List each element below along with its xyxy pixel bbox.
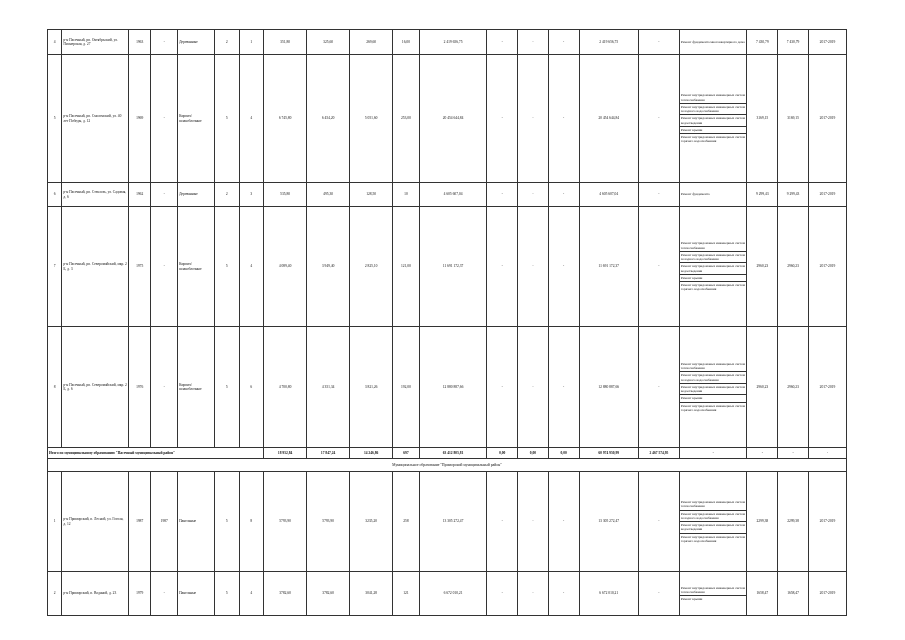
total-area-a: 17 847,24 <box>307 448 350 459</box>
row-area-premises: 3782,60 <box>307 572 350 616</box>
row-year-built: 1975 <box>128 207 151 327</box>
row-fund-1: - <box>487 55 518 183</box>
row-year-reconstruction: - <box>151 183 178 207</box>
row-area-premises: 495,30 <box>307 183 350 207</box>
row-address: р-н Пасечный, рп. Северомайский, мкр. 2 Б, д. 6 <box>62 327 129 448</box>
row-fund-5: - <box>638 30 679 55</box>
work-item: Ремонт внутридомовых инженерных систем горячего водоснабжения <box>680 135 746 144</box>
row-entrances: 8 <box>239 472 264 572</box>
row-unit-cost-1: 1658,47 <box>747 572 778 616</box>
row-period: 2017-2019 <box>808 30 846 55</box>
row-fund-3: - <box>548 472 579 572</box>
table-row <box>48 30 847 55</box>
row-cost: 13 305 272,47 <box>419 472 487 572</box>
row-wall-material: Кирпич/шлакоблочные <box>178 207 215 327</box>
row-fund-2: - <box>518 207 549 327</box>
row-number: 4 <box>48 30 62 55</box>
row-fund-4: 12 880 887,66 <box>579 327 638 448</box>
row-area-premises: 325,60 <box>307 30 350 55</box>
row-year-built: 1979 <box>128 572 151 616</box>
row-floors: 5 <box>214 207 239 327</box>
row-unit-cost-2: 7 430,79 <box>778 30 809 55</box>
row-number: 2 <box>48 572 62 616</box>
row-address: р-н Приморский, п. Лесной, ул. Гоголя, д. 12 <box>62 472 129 572</box>
total-works: - <box>679 448 747 459</box>
row-fund-4: 4 605 607,04 <box>579 183 638 207</box>
row-entrances: 3 <box>239 183 264 207</box>
row-entrances: 6 <box>239 327 264 448</box>
row-unit-cost-2: 2960,23 <box>778 207 809 327</box>
row-works <box>679 572 747 616</box>
row-fund-5: - <box>638 55 679 183</box>
row-unit-cost-2: 2960,23 <box>778 327 809 448</box>
row-fund-3: - <box>548 55 579 183</box>
work-item: Ремонт внутридомовых инженерных систем водоотведения <box>680 116 746 125</box>
work-item: Ремонт внутридомовых инженерных систем теплоснабжения <box>680 241 746 250</box>
row-year-built: 1963 <box>128 30 151 55</box>
row-cost: 20 454 644,84 <box>419 55 487 183</box>
table-section-primorsky <box>48 472 847 616</box>
work-item: Ремонт фундамента многоквартирного дома <box>680 39 745 44</box>
row-area-total: 535,80 <box>264 183 307 207</box>
row-cost: 6 672 010,21 <box>419 572 487 616</box>
row-fund-2: - <box>518 30 549 55</box>
total-fund-5: 2 467 574,95 <box>638 448 679 459</box>
row-fund-3: - <box>548 30 579 55</box>
row-fund-4: 11 691 172,37 <box>579 207 638 327</box>
work-item: Ремонт крыши <box>680 395 747 402</box>
row-address: р-н Пасечный, рп. Северомайский, мкр. 2 Б, д. 3 <box>62 207 129 327</box>
row-fund-1: - <box>487 572 518 616</box>
row-wall-material: Панельные <box>178 572 215 616</box>
row-area-residential: 2 825,10 <box>350 207 393 327</box>
municipality-heading: Муниципальное образование "Приморский муниципальный район" <box>48 459 847 472</box>
work-item: Ремонт внутридомовых инженерных систем водоотведения <box>680 384 746 394</box>
row-cost: 12 880 887,66 <box>419 327 487 448</box>
work-item: Ремонт крыши <box>680 597 703 602</box>
work-item: Ремонт внутридомовых инженерных систем теплоснабжения <box>680 585 746 594</box>
row-entrances: 1 <box>239 30 264 55</box>
row-year-reconstruction: - <box>151 572 178 616</box>
row-residents: 192,00 <box>393 327 420 448</box>
row-residents: 121 <box>393 572 420 616</box>
row-entrances: 4 <box>239 55 264 183</box>
row-area-total: 5793,90 <box>264 472 307 572</box>
work-item: Ремонт внутридомовых инженерных систем холодного водоснабжения <box>680 104 746 114</box>
row-year-built: 1962 <box>128 183 151 207</box>
row-fund-1: - <box>487 183 518 207</box>
row-period: 2017-2019 <box>808 472 846 572</box>
row-area-total: 3782,60 <box>264 572 307 616</box>
row-address: р-н Пасечный, рп. Стеклозь, ул. Садовая, д. 6 <box>62 183 129 207</box>
row-area-total: 4 700,80 <box>264 327 307 448</box>
row-address: р-н Пасечный, рп. Смоленский, ул. 40 лет Победы, д. 12 <box>62 55 129 183</box>
works-list <box>680 92 747 144</box>
row-floors: 5 <box>214 327 239 448</box>
row-entrances: 4 <box>239 207 264 327</box>
table-row <box>48 55 847 183</box>
row-works <box>679 30 747 55</box>
row-period: 2017-2019 <box>808 327 846 448</box>
total-fund-4: 60 974 950,99 <box>579 448 638 459</box>
row-area-residential: 128,50 <box>350 183 393 207</box>
row-year-built: 1976 <box>128 327 151 448</box>
row-area-premises: 6 454,20 <box>307 55 350 183</box>
row-fund-2: - <box>518 572 549 616</box>
row-wall-material: Кирпич/шлакоблочные <box>178 55 215 183</box>
row-number: 6 <box>48 183 62 207</box>
row-year-reconstruction: 1987 <box>151 472 178 572</box>
row-floors: 2 <box>214 30 239 55</box>
total-residents: 697 <box>393 448 420 459</box>
row-year-reconstruction: - <box>151 207 178 327</box>
row-fund-2: - <box>518 472 549 572</box>
row-fund-5: - <box>638 207 679 327</box>
works-list <box>680 499 747 544</box>
row-fund-4: 6 672 010,21 <box>579 572 638 616</box>
total-fund-1: 0,00 <box>487 448 518 459</box>
row-cost: 11 691 172,37 <box>419 207 487 327</box>
row-year-built: 1969 <box>128 55 151 183</box>
row-unit-cost-1: 7 430,79 <box>747 30 778 55</box>
row-fund-3: - <box>548 572 579 616</box>
row-period: 2017-2019 <box>808 207 846 327</box>
row-fund-4: 2 419 656,75 <box>579 30 638 55</box>
row-area-premises: 3 949,40 <box>307 207 350 327</box>
row-area-total: 351,80 <box>264 30 307 55</box>
row-number: 1 <box>48 472 62 572</box>
total-label: Итого по муниципальному образованию "Пасечный муниципальный район" <box>48 448 264 459</box>
row-works <box>679 207 747 327</box>
row-residents: 10 <box>393 183 420 207</box>
row-area-residential: 3 821,26 <box>350 327 393 448</box>
row-entrances: 4 <box>239 572 264 616</box>
work-item: Ремонт внутридомовых инженерных систем холодного водоснабжения <box>680 373 746 382</box>
work-item: Ремонт крыши <box>680 126 747 133</box>
row-unit-cost-2: 9 299,43 <box>778 183 809 207</box>
works-list <box>680 585 747 603</box>
row-year-reconstruction: - <box>151 327 178 448</box>
work-item: Ремонт внутридомовых инженерных систем водоотведения <box>680 523 746 532</box>
row-wall-material: Деревянные <box>178 183 215 207</box>
total-cost-2: - <box>778 448 809 459</box>
row-fund-1: - <box>487 327 518 448</box>
row-area-premises: 5793,90 <box>307 472 350 572</box>
row-floors: 2 <box>214 183 239 207</box>
work-item: Ремонт внутридомовых инженерных систем горячего водоснабжения <box>680 403 746 412</box>
row-fund-1: - <box>487 30 518 55</box>
table-row <box>48 183 847 207</box>
row-residents: 121,00 <box>393 207 420 327</box>
row-fund-5: - <box>638 183 679 207</box>
table-row <box>48 327 847 448</box>
row-period: 2017-2019 <box>808 55 846 183</box>
row-fund-5: - <box>638 472 679 572</box>
row-fund-2: - <box>518 55 549 183</box>
row-year-reconstruction: - <box>151 55 178 183</box>
row-year-built: 1987 <box>128 472 151 572</box>
row-residents: 258 <box>393 472 420 572</box>
row-fund-5: - <box>638 327 679 448</box>
row-number: 8 <box>48 327 62 448</box>
row-works <box>679 472 747 572</box>
row-year-reconstruction: - <box>151 30 178 55</box>
total-period: - <box>808 448 846 459</box>
row-address: р-н Приморский, п. Водяной, д. 23 <box>62 572 129 616</box>
row-wall-material: Кирпич/шлакоблочные <box>178 327 215 448</box>
row-address: р-н Пасечный, рп. Октябрьский, ул. Пионерская, д. 27 <box>62 30 129 55</box>
table-row <box>48 472 847 572</box>
row-fund-4: 13 305 272,47 <box>579 472 638 572</box>
municipality-heading-row <box>48 459 847 472</box>
table-row <box>48 207 847 327</box>
row-area-total: 6 745,80 <box>264 55 307 183</box>
total-fund-3: 0,00 <box>548 448 579 459</box>
row-period: 2017-2019 <box>808 572 846 616</box>
works-list <box>680 361 747 413</box>
row-unit-cost-1: 2960,23 <box>747 327 778 448</box>
row-area-total: 4 089,40 <box>264 207 307 327</box>
row-works <box>679 183 747 207</box>
row-unit-cost-1: 2299,38 <box>747 472 778 572</box>
row-floors: 5 <box>214 572 239 616</box>
total-cost: 63 412 805,81 <box>419 448 487 459</box>
work-item: Ремонт внутридомовых инженерных систем горячего водоснабжения <box>680 283 746 292</box>
total-area-total: 18 952,84 <box>264 448 307 459</box>
row-works <box>679 327 747 448</box>
total-fund-2: 0,00 <box>518 448 549 459</box>
row-unit-cost-1: 3169,15 <box>747 55 778 183</box>
total-cost-1: - <box>747 448 778 459</box>
row-period: 2017-2019 <box>808 183 846 207</box>
row-unit-cost-2: 1658,47 <box>778 572 809 616</box>
table-section-pasechny <box>48 30 847 448</box>
total-section <box>48 448 847 472</box>
row-residents: 253,00 <box>393 55 420 183</box>
row-cost: 2 419 656,75 <box>419 30 487 55</box>
row-wall-material: Деревянные <box>178 30 215 55</box>
works-list <box>680 39 747 45</box>
row-floors: 5 <box>214 472 239 572</box>
work-item: Ремонт внутридомовых инженерных систем теплоснабжения <box>680 361 746 371</box>
row-cost: 4 605 607,04 <box>419 183 487 207</box>
row-unit-cost-2: 3169,15 <box>778 55 809 183</box>
total-area-b: 14 246,86 <box>350 448 393 459</box>
row-number: 5 <box>48 55 62 183</box>
row-number: 7 <box>48 207 62 327</box>
work-item: Ремонт крыши <box>680 274 747 281</box>
row-area-residential: 3041,28 <box>350 572 393 616</box>
work-item: Ремонт внутридомовых инженерных систем горячего водоснабжения <box>680 534 746 543</box>
row-floors: 5 <box>214 55 239 183</box>
row-unit-cost-1: 9 299,43 <box>747 183 778 207</box>
row-fund-3: - <box>548 327 579 448</box>
row-residents: 16,00 <box>393 30 420 55</box>
work-item: Ремонт внутридомовых инженерных систем холодного водоснабжения <box>680 252 746 262</box>
row-wall-material: Панельные <box>178 472 215 572</box>
work-item: Ремонт фундамента <box>680 192 710 197</box>
row-fund-1: - <box>487 207 518 327</box>
row-area-residential: 5 051,60 <box>350 55 393 183</box>
works-list <box>680 240 747 292</box>
row-fund-4: 20 454 644,84 <box>579 55 638 183</box>
row-area-residential: 269,60 <box>350 30 393 55</box>
work-item: Ремонт внутридомовых инженерных систем холодного водоснабжения <box>680 511 746 520</box>
total-row <box>48 448 847 459</box>
row-area-premises: 4 351,34 <box>307 327 350 448</box>
row-fund-1: - <box>487 472 518 572</box>
work-item: Ремонт внутридомовых инженерных систем теплоснабжения <box>680 93 746 102</box>
row-fund-2: - <box>518 183 549 207</box>
row-unit-cost-1: 2960,23 <box>747 207 778 327</box>
row-fund-2: - <box>518 327 549 448</box>
work-item: Ремонт внутридомовых инженерных систем теплоснабжения <box>680 500 746 509</box>
table-row <box>48 572 847 616</box>
row-works <box>679 55 747 183</box>
row-unit-cost-2: 2299,38 <box>778 472 809 572</box>
row-fund-3: - <box>548 183 579 207</box>
row-area-residential: 3235,20 <box>350 472 393 572</box>
work-item: Ремонт внутридомовых инженерных систем водоотведения <box>680 264 746 273</box>
row-fund-3: - <box>548 207 579 327</box>
capital-repair-table <box>47 29 847 616</box>
row-fund-5: - <box>638 572 679 616</box>
works-list <box>680 191 747 197</box>
